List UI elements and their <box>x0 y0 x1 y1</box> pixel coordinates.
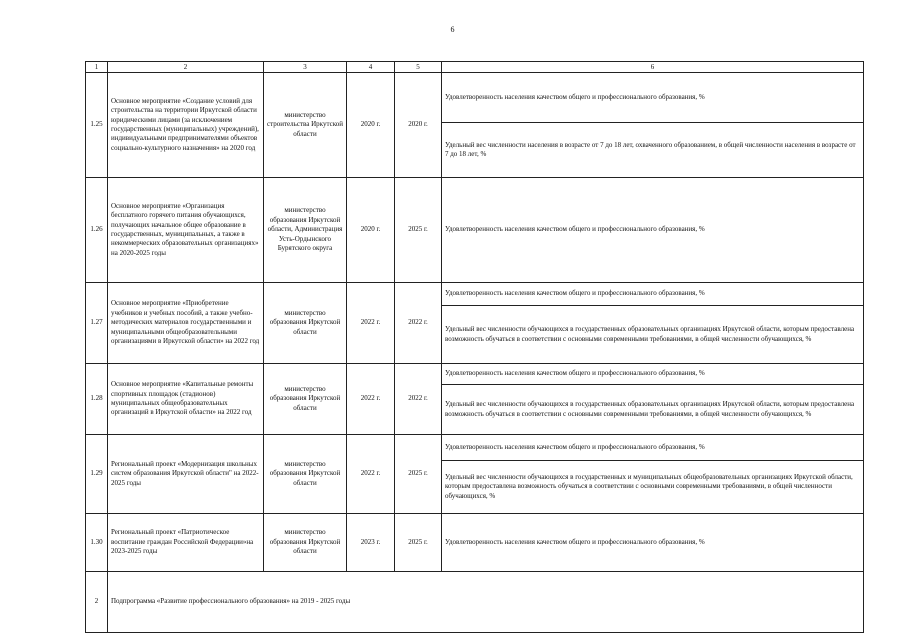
header-cell: 5 <box>395 62 442 73</box>
header-row <box>86 62 864 73</box>
indicators-cell <box>442 435 864 514</box>
row-number: 1.28 <box>86 364 108 435</box>
indicator: Удовлетворенность населения качеством общего и профессионального образования, % <box>445 369 705 378</box>
indicator: Удельный вес численности обучающихся в государственных и муниципальных общеобразовательных организациях Иркутской области, которым предоставлена возможность обучаться в соответствии с основными современными требованиями, в общей численности обучающихся, % <box>442 460 863 513</box>
subprogram-row <box>86 572 864 633</box>
subprogram-title: Подпрограмма «Развитие профессионального образования» на 2019 - 2025 годы <box>108 572 864 633</box>
start-year: 2022 г. <box>347 364 395 435</box>
indicators-cell <box>442 283 864 364</box>
executor: министерство образования Иркутской области <box>264 514 347 572</box>
executor: министерство образования Иркутской области, Администрация Усть-Ордынского Бурятского округа <box>264 178 347 283</box>
indicator: Удовлетворенность населения качеством общего и профессионального образования, % <box>442 178 864 283</box>
row-number: 1.29 <box>86 435 108 514</box>
activity-name: Основное мероприятие «Создание условий для строительства на территории Иркутской области юридическими лицами (за исключением государственных (муниципальных) учреждений), индивидуальными предпринимателями объектов социально-культурного назначения» на 2020 год <box>108 73 264 178</box>
indicators-cell <box>442 364 864 435</box>
table-row <box>86 364 864 435</box>
header-cell: 4 <box>347 62 395 73</box>
header-cell: 3 <box>264 62 347 73</box>
page-number: 6 <box>450 25 455 34</box>
table-row <box>86 178 864 283</box>
start-year: 2020 г. <box>347 178 395 283</box>
indicator: Удовлетворенность населения качеством общего и профессионального образования, % <box>445 442 705 451</box>
indicator: Удельный вес численности обучающихся в государственных образовательных организациях Иркутской области, которым предоставлена возможность обучаться в соответствии с основными современными требованиями, в общей численности обучающихся, % <box>442 384 863 434</box>
executor: министерство строительства Иркутской области <box>264 73 347 178</box>
table-row <box>86 283 864 364</box>
indicator: Удовлетворенность населения качеством общего и профессионального образования, % <box>442 514 864 572</box>
activity-name: Основное мероприятие «Капитальные ремонты спортивных площадок (стадионов) муниципальных общеобразовательных организаций в Иркутской области» на 2022 год <box>108 364 264 435</box>
row-number: 1.27 <box>86 283 108 364</box>
executor: министерство образования Иркутской области <box>264 283 347 364</box>
indicator: Удельный вес численности населения в возрасте от 7 до 18 лет, охваченного образованием, в общей численности населения в возрасте от 7 до 18 лет, % <box>442 122 863 177</box>
executor: министерство образования Иркутской области <box>264 435 347 514</box>
indicator: Удовлетворенность населения качеством общего и профессионального образования, % <box>445 92 705 101</box>
row-number: 1.30 <box>86 514 108 572</box>
table-row <box>86 73 864 178</box>
activity-name: Региональный проект «Модернизация школьных систем образования Иркутской области" на 2022-2025 годы <box>108 435 264 514</box>
end-year: 2025 г. <box>395 514 442 572</box>
indicators-cell <box>442 73 864 178</box>
header-cell: 6 <box>442 62 864 73</box>
subprogram-number: 2 <box>86 572 108 633</box>
activity-name: Региональный проект «Патриотическое воспитание граждан Российской Федерации»на 2023-2025 годы <box>108 514 264 572</box>
header-cell: 1 <box>86 62 108 73</box>
executor: министерство образования Иркутской области <box>264 364 347 435</box>
activity-name: Основное мероприятие «Приобретение учебников и учебных пособий, а также учебно-методических материалов государственными и муниципальными общеобразовательными организациями в Иркутской области» на 2022 год <box>108 283 264 364</box>
indicator: Удовлетворенность населения качеством общего и профессионального образования, % <box>445 289 705 298</box>
start-year: 2022 г. <box>347 283 395 364</box>
table-row <box>86 435 864 514</box>
end-year: 2025 г. <box>395 435 442 514</box>
start-year: 2020 г. <box>347 73 395 178</box>
end-year: 2022 г. <box>395 283 442 364</box>
header-cell: 2 <box>108 62 264 73</box>
end-year: 2020 г. <box>395 73 442 178</box>
program-table <box>85 61 864 633</box>
end-year: 2022 г. <box>395 364 442 435</box>
table-row <box>86 514 864 572</box>
start-year: 2023 г. <box>347 514 395 572</box>
activity-name: Основное мероприятие «Организация бесплатного горячего питания обучающихся, получающих начальное общее образование в государственных, муниципальных, а также в некоммерческих образовательных организациях» на 2020-2025 годы <box>108 178 264 283</box>
indicator: Удельный вес численности обучающихся в государственных образовательных организациях Иркутской области, которым предоставлена возможность обучаться в соответствии с основными современными требованиями, в общей численности обучающихся, % <box>442 305 863 363</box>
end-year: 2025 г. <box>395 178 442 283</box>
start-year: 2022 г. <box>347 435 395 514</box>
row-number: 1.26 <box>86 178 108 283</box>
row-number: 1.25 <box>86 73 108 178</box>
